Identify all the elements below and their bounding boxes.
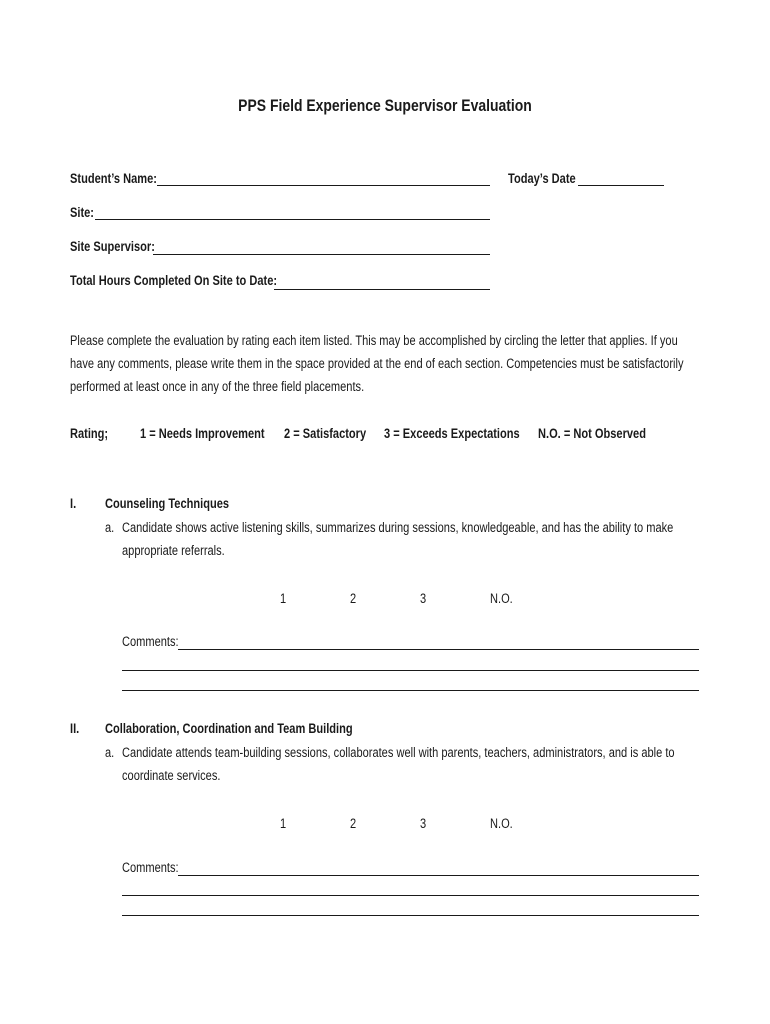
instructions-line: have any comments, please write them in the space provided at the end of each section. Competencies must be satisfactorily — [70, 356, 684, 371]
rating-label: Rating; — [70, 426, 109, 441]
instructions-paragraph — [70, 329, 693, 398]
item-text: appropriate referrals. — [122, 543, 225, 558]
section-numeral: I. — [70, 496, 77, 511]
scale-option-2[interactable]: 2 — [350, 816, 357, 831]
student-name-label: Student’s Name: — [70, 171, 157, 186]
site-supervisor-label: Site Supervisor: — [70, 239, 155, 254]
student-name-field[interactable] — [157, 185, 490, 186]
section-heading: Collaboration, Coordination and Team Building — [105, 721, 353, 736]
item-letter: a. — [105, 520, 115, 535]
comments-line[interactable] — [122, 895, 699, 896]
scale-option-1[interactable]: 1 — [280, 591, 287, 606]
scale-option-2[interactable]: 2 — [350, 591, 357, 606]
item-letter: a. — [105, 745, 115, 760]
page-title: PPS Field Experience Supervisor Evaluation — [238, 96, 532, 115]
instructions-line: performed at least once in any of the three field placements. — [70, 379, 365, 394]
comments-line[interactable] — [178, 649, 699, 650]
site-label: Site: — [70, 205, 94, 220]
rating-not-observed: N.O. = Not Observed — [538, 426, 646, 441]
rating-satisfactory: 2 = Satisfactory — [284, 426, 367, 441]
comments-label: Comments: — [122, 634, 179, 649]
site-supervisor-field[interactable] — [153, 254, 490, 255]
rating-exceeds: 3 = Exceeds Expectations — [384, 426, 520, 441]
scale-option-not-observed[interactable]: N.O. — [490, 591, 513, 606]
comments-label: Comments: — [122, 860, 179, 875]
item-text: Candidate shows active listening skills, summarizes during sessions, knowledgeable, and has the ability to make — [122, 520, 674, 535]
comments-line[interactable] — [122, 670, 699, 671]
rating-needs-improvement: 1 = Needs Improvement — [140, 426, 265, 441]
section-numeral: II. — [70, 721, 80, 736]
comments-line[interactable] — [178, 875, 699, 876]
item-text: Candidate attends team-building sessions, collaborates well with parents, teachers, administrators, and is able to — [122, 745, 675, 760]
scale-option-1[interactable]: 1 — [280, 816, 287, 831]
todays-date-label: Today’s Date — [508, 171, 576, 186]
site-field[interactable] — [95, 219, 490, 220]
instructions-line: Please complete the evaluation by rating each item listed. This may be accomplished by circling the letter that applies. If you — [70, 333, 678, 348]
item-text: coordinate services. — [122, 768, 221, 783]
scale-option-3[interactable]: 3 — [420, 591, 427, 606]
todays-date-field[interactable] — [578, 185, 664, 186]
comments-line[interactable] — [122, 690, 699, 691]
comments-line[interactable] — [122, 915, 699, 916]
scale-option-3[interactable]: 3 — [420, 816, 427, 831]
total-hours-field[interactable] — [274, 289, 490, 290]
total-hours-label: Total Hours Completed On Site to Date: — [70, 273, 278, 288]
section-heading: Counseling Techniques — [105, 496, 230, 511]
scale-option-not-observed[interactable]: N.O. — [490, 816, 513, 831]
